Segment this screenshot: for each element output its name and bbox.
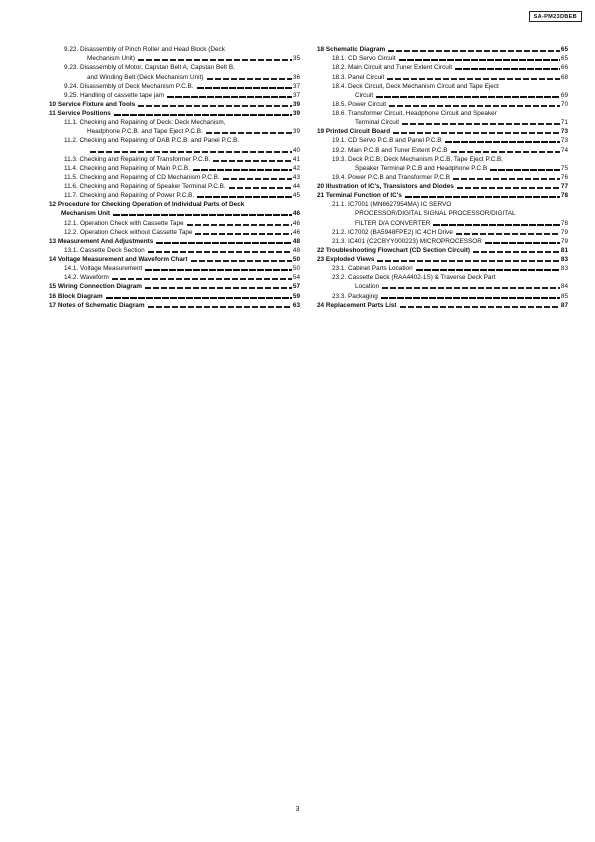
toc-entry-title: 9.23. Disassembly of Motor, Capstan Belt A, Capstan Belt B, [64,64,235,72]
toc-entry[interactable] [317,264,568,273]
leader-line [388,50,560,52]
toc-entry[interactable] [317,63,568,72]
leader-line [138,105,292,107]
toc-entry[interactable] [317,100,568,109]
toc-entry-title: 9.24. Disassembly of Deck Mechanism P.C.B. [64,82,194,90]
toc-entry-title: 13.1. Cassette Deck Section [64,246,145,254]
leader-line [213,160,291,162]
toc-entry-title: Circuit [355,91,374,99]
toc-entry[interactable] [49,301,300,310]
toc-entry[interactable] [317,291,568,300]
leader-line [90,151,292,153]
toc-entry[interactable] [49,145,300,154]
toc-left-column [49,45,300,310]
toc-entry-title: Terminal Circuit [355,119,400,127]
leader-line [193,169,292,171]
toc-entry[interactable] [49,228,300,237]
toc-entry-page: 44 [292,183,300,190]
toc-entry[interactable] [49,209,300,218]
leader-line [138,59,292,61]
toc-entry-title: 19.4. Power P.C.B and Transformer P.C.B [332,173,451,181]
leader-line [382,287,560,289]
leader-line [191,260,292,262]
toc-entry-page: 39 [292,110,300,117]
leader-line [451,151,560,153]
toc-entry-title: 12.2. Operation Check without Cassette Tape [64,228,193,236]
toc-entry-title: 21.3. IC401 (C2CBYY000223) MICROPROCESSOR [332,237,482,245]
toc-entry-page: 77 [560,183,568,190]
leader-line [416,269,560,271]
toc-entry[interactable] [49,273,300,282]
toc-entry-title: 15 Wiring Connection Diagram [49,283,142,291]
toc-entry-title: 24 Replacement Parts List [317,301,397,309]
leader-line [195,233,291,235]
leader-line [112,278,292,280]
toc-entry-page: 81 [560,246,568,254]
toc-entry [317,109,568,118]
toc-entry-title: 18.1. CD Servo Circuit [332,55,396,63]
toc-entry-title: 11.6. Checking and Repairing of Speaker Terminal P.C.B. [64,183,226,190]
toc-entry-page: 36 [292,73,300,81]
toc-entry[interactable] [49,264,300,273]
leader-line [453,178,560,180]
toc-entry-title: 23.3. Packaging [332,292,378,300]
toc-entry[interactable] [317,237,568,246]
toc-entry-page: 48 [292,237,300,245]
toc-entry [317,82,568,91]
toc-entry-page: 40 [292,146,300,154]
leader-line [405,196,560,198]
toc-entry-page: 65 [560,55,568,63]
toc-entry[interactable] [49,191,300,200]
toc-entry-page: 68 [560,73,568,81]
leader-line [485,242,560,244]
leader-line [156,242,292,244]
toc-entry-title: 14 Voltage Measurement and Waveform Chart [49,256,188,263]
toc-entry [317,200,568,209]
toc-entry[interactable] [49,82,300,91]
toc-entry-page: 39 [292,128,300,136]
leader-line [167,96,292,98]
toc-entry-title: 11 Service Positions [49,110,111,117]
toc-entry-title: 9.25. Handling of cassette tape jam [64,91,165,99]
toc-entry-title: 20 Illustration of IC's, Transistors and Diodes [317,183,454,190]
leader-line [389,105,560,107]
toc-entry-title: 12.1. Operation Check with Cassette Tape [64,219,184,227]
toc-entry-title: 11.1. Checking and Repairing of Deck: Deck Mechanism, [64,119,226,127]
toc-entry-page: 71 [560,119,568,127]
toc-entry[interactable] [317,145,568,154]
toc-entry-title: 14.2. Waveform [64,274,109,282]
toc-entry[interactable] [49,218,300,227]
toc-entry[interactable] [49,54,300,63]
leader-line [490,169,560,171]
toc-entry-title: 11.2. Checking and Repairing of DAB P.C.B. and Panel P.C.B. [64,137,240,145]
toc-entry-page: 59 [292,292,300,300]
toc-entry-page: 69 [560,91,568,99]
toc-entry[interactable] [49,173,300,182]
toc-entry-page: 57 [292,283,300,291]
toc-entry-title: and Winding Belt (Deck Mechanism Unit) [87,73,204,81]
toc-entry-page: 37 [292,91,300,99]
leader-line [387,78,560,80]
toc-entry[interactable] [317,127,568,136]
toc-entry[interactable] [49,164,300,173]
leader-line [393,132,560,134]
toc-entry[interactable] [317,91,568,100]
leader-line [456,233,560,235]
leader-line [400,306,560,308]
toc-entry-title: 21.1. IC7001 (MN6627954MA) IC SERVO [332,201,452,209]
toc-entry-page: 70 [560,100,568,108]
toc-entry[interactable] [317,173,568,182]
toc-entry-page: 83 [560,265,568,273]
toc-entry-title: 14.1. Voltage Measurement [64,265,143,273]
page-number: 3 [295,806,300,813]
toc-entry[interactable] [49,246,300,255]
toc-entry-title: FILTER D/A CONVERTER [355,219,431,227]
leader-line [445,141,560,143]
toc-entry-page: 83 [560,256,568,263]
toc-entry-title: 11.3. Checking and Repairing of Transformer P.C.B. [64,155,211,163]
toc-entry-title: 11.7. Checking and Repairing of Power P.C.B. [64,192,195,200]
toc-entry[interactable] [317,228,568,237]
leader-line [206,132,292,134]
toc-entry-page: 39 [292,100,300,108]
toc-entry [49,200,300,209]
leader-line [377,260,559,262]
leader-line [457,187,560,189]
toc-entry-page: 74 [560,146,568,154]
toc-right-column [317,45,568,310]
toc-entry-title: 18.2. Main Circuit and Tuner Extent Circuit [332,64,453,72]
leader-line [433,224,559,226]
toc-entry[interactable] [317,54,568,63]
toc-entry [49,63,300,72]
toc-entry [317,155,568,164]
toc-entry-title: 23.1. Cabinet Parts Location [332,265,413,273]
toc-entry-page: 73 [560,128,568,136]
toc-entry-page: 63 [292,301,300,309]
toc-entry[interactable] [317,136,568,145]
toc-entry[interactable] [317,255,568,264]
leader-line [399,59,560,61]
toc-entry-page: 48 [292,246,300,254]
toc-entry-title: 18.3. Panel Circuit [332,73,385,81]
leader-line [197,87,292,89]
leader-line [113,214,292,216]
toc-entry-page: 46 [292,228,300,236]
toc-entry-title: 13 Measurement And Adjustments [49,237,154,245]
toc-entry-title: 21.2. IC7002 (BA5948FPE2) IC 4CH Drive [332,228,453,236]
toc-entry-title: Location [355,283,380,291]
toc-entry [317,273,568,282]
toc-entry-page: 37 [292,82,300,90]
toc-entry-title: 18.6. Transformer Circuit, Headphone Circuit and Speaker [332,110,497,117]
toc-entry-title: 16 Block Diagram [49,292,103,300]
toc-entry-page: 79 [560,237,568,245]
toc-entry-page: 76 [560,173,568,181]
toc-entry[interactable] [317,45,568,54]
toc-entry-title: 23.2. Cassette Deck (RAA4402-1S) & Traverse Deck Part [332,274,496,282]
toc-entry-page: 50 [292,265,300,273]
toc-entry-title: Mechanism Unit) [87,55,135,63]
toc-entry[interactable] [49,182,300,191]
model-number-badge: SA-PM23DBEB [529,11,582,22]
toc-entry[interactable] [49,127,300,136]
toc-entry-page: 75 [560,164,568,172]
toc-entry-title: 23 Exploded Views [317,256,375,263]
toc-entry-title: 11.5. Checking and Repairing of CD Mechanism P.C.B. [64,173,220,181]
toc-entry-title: 21 Terminal Function of IC's [317,192,402,200]
leader-line [145,287,292,289]
leader-line [376,96,560,98]
toc-entry-title: 18.4. Deck Circuit, Deck Mechanism Circuit and Tape Eject [332,82,499,90]
toc-entry[interactable] [317,72,568,81]
toc-entry-title: Headphone P.C.B. and Tape Eject P.C.B. [87,128,203,136]
toc-entry-title: PROCESSOR/DIGITAL SIGNAL PROCESSOR/DIGITAL [355,210,516,218]
toc-entry-page: 65 [560,46,568,54]
toc-entry-page: 79 [560,228,568,236]
toc-entry-page: 46 [292,219,300,227]
toc-entry-title: 17 Notes of Schematic Diagram [49,301,145,309]
toc-entry[interactable] [49,255,300,264]
toc-entry[interactable] [49,155,300,164]
toc-entry-page: 42 [292,164,300,172]
toc-entry-title: 11.4. Checking and Repairing of Main P.C.B. [64,164,190,172]
leader-line [229,187,292,189]
leader-line [148,251,292,253]
toc-entry-page: 73 [560,137,568,145]
toc-entry-title: 19.2. Main P.C.B and Tuner Extent P.C.B [332,146,448,154]
leader-line [197,196,292,198]
toc-entry-page: 45 [292,192,300,200]
toc-entry[interactable] [49,237,300,246]
toc-entry[interactable] [317,164,568,173]
leader-line [207,78,292,80]
toc-entry-title: 18.5. Power Circuit [332,100,386,108]
toc-entry[interactable] [317,218,568,227]
toc-entry-page: 78 [560,192,568,200]
toc-entry[interactable] [317,301,568,310]
toc-entry[interactable] [317,191,568,200]
toc-entry-title: Speaker Terminal P.C.B and Headphone P.C.B [355,164,488,172]
toc-entry [49,136,300,145]
leader-line [223,178,292,180]
leader-line [381,297,560,299]
toc-entry[interactable] [49,109,300,118]
toc-entry[interactable] [49,282,300,291]
leader-line [106,297,292,299]
toc-entry[interactable] [49,291,300,300]
toc-entry-title: 19.3. Deck P.C.B, Deck Mechanism P.C.B, Tape Eject P.C.B, [332,155,504,163]
leader-line [145,269,292,271]
leader-line [473,251,560,253]
toc-entry-title: 12 Procedure for Checking Operation of Individual Parts of Deck [49,201,245,209]
toc-entry[interactable] [317,118,568,127]
toc-entry-title: Mechanism Unit [61,210,111,218]
toc-entry-page: 78 [560,219,568,227]
toc-entry-title: 9.22. Disassembly of Pinch Roller and Head Block (Deck [64,46,225,54]
toc-entry[interactable] [49,72,300,81]
toc-entry-page: 66 [560,64,568,72]
leader-line [455,68,560,70]
toc-entry-page: 35 [292,55,300,63]
toc-entry[interactable] [317,182,568,191]
leader-line [114,114,292,116]
toc-entry-page: 54 [292,274,300,282]
leader-line [402,123,560,125]
leader-line [148,306,292,308]
toc-entry-title: 22 Troubleshooting Flowchart (CD Section Circuit) [317,246,471,254]
toc-entry-page: 46 [292,210,300,218]
toc-entry[interactable] [317,282,568,291]
toc-entry [49,118,300,127]
toc-entry-page: 85 [560,292,568,300]
leader-line [187,224,292,226]
toc-entry[interactable] [49,100,300,109]
toc-entry[interactable] [317,246,568,255]
toc-entry-title: 18 Schematic Diagram [317,46,386,54]
toc-entry-page: 43 [292,173,300,181]
toc-entry-title: 10 Service Fixture and Tools [49,100,136,108]
toc-entry-page: 87 [560,301,568,309]
toc-entry-page: 50 [292,256,300,263]
toc-entry-page: 41 [292,155,300,163]
toc-entry [317,209,568,218]
toc-entry-page: 84 [560,283,568,291]
toc-entry[interactable] [49,91,300,100]
toc-entry-title: 19 Printed Circuit Board [317,128,391,136]
toc-entry [49,45,300,54]
toc-entry-title: 19.1. CD Servo P.C.B and Panel P.C.B [332,137,442,145]
